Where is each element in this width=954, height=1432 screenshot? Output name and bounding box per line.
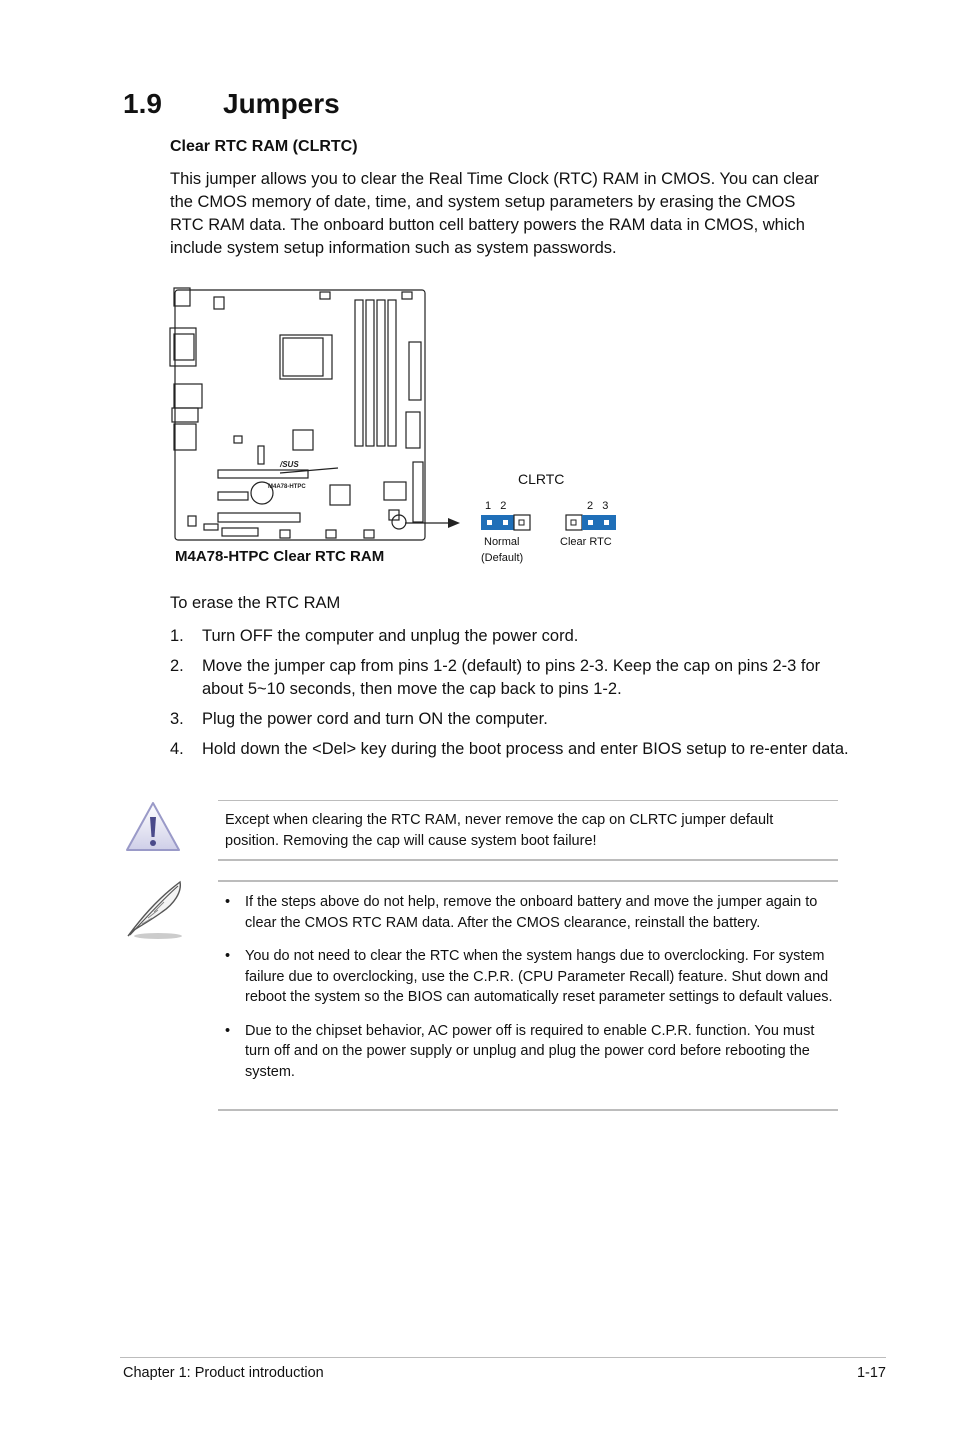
step-text: Move the jumper cap from pins 1-2 (default) to pins 2-3. Keep the cap on pins 2-3 for about 5~10 seconds, then move the cap back to pins 1-2. [202, 657, 821, 698]
step-number: 4. [170, 740, 184, 758]
caution-top-rule [218, 800, 838, 801]
jumper-pin [503, 520, 508, 525]
jumper-cap-normal [481, 515, 514, 530]
component [320, 292, 330, 299]
jumper-pin [487, 520, 492, 525]
subsection-title: Clear RTC RAM (CLRTC) [170, 138, 358, 155]
note-item [225, 946, 840, 1008]
step-item [170, 655, 850, 701]
side-connector [413, 462, 423, 522]
steps-intro: To erase the RTC RAM [170, 594, 341, 612]
component [204, 524, 218, 530]
component [188, 516, 196, 526]
step-number: 3. [170, 710, 184, 728]
jumper-pin-3-box [514, 515, 530, 530]
feather-pen-icon [122, 878, 188, 942]
dimm-slot [366, 300, 374, 446]
note-text: You do not need to clear the RTC when the system hangs due to overclocking. For system failure due to overclocking, use the C.P.R. (CPU Parameter Recall) feature. Shut down and reboot the system so the BIOS can automatically reset parameter settings to default values. [245, 948, 833, 1005]
jumper-pin [604, 520, 609, 525]
io-port [174, 384, 202, 408]
component [402, 292, 412, 299]
note-text: Due to the chipset behavior, AC power off is required to enable C.P.R. function. You must turn off and on the power supply or unplug and plug the power cord before rebooting the system. [245, 1022, 815, 1080]
component [258, 446, 264, 464]
normal-pin-numbers: 1 2 [485, 500, 507, 512]
component [280, 530, 290, 538]
brand-logo: /SUS [280, 460, 299, 469]
step-number: 2. [170, 657, 184, 675]
cpu-socket-inner [283, 338, 323, 376]
component [222, 528, 258, 536]
northbridge [293, 430, 313, 450]
section-heading [123, 88, 340, 120]
component [326, 530, 336, 538]
section-title: Jumpers [223, 88, 340, 119]
step-text: Turn OFF the computer and unplug the power cord. [202, 627, 579, 645]
dimm-slot [377, 300, 385, 446]
step-item [170, 708, 850, 731]
steps-list [170, 625, 850, 768]
chip [384, 482, 406, 500]
component [364, 530, 374, 538]
io-port [174, 424, 196, 450]
step-text: Plug the power cord and turn ON the computer. [202, 710, 548, 728]
dimm-slot [355, 300, 363, 446]
atx-power [409, 342, 421, 400]
caution-triangle-icon [124, 800, 182, 854]
notes-bottom-rule [218, 1109, 838, 1111]
section-number: 1.9 [123, 88, 162, 119]
footer-chapter: Chapter 1: Product introduction [123, 1365, 324, 1381]
step-item [170, 738, 850, 761]
caution-text: Except when clearing the RTC RAM, never remove the cap on CLRTC jumper default position. Removing the cap will cause system boot failure! [225, 812, 774, 849]
note-item [225, 1021, 840, 1083]
bullet-icon: • [225, 894, 231, 910]
bullet-icon: • [225, 948, 231, 964]
clrtc-diagram [150, 280, 650, 570]
arrow-head-icon [448, 518, 460, 528]
step-number: 1. [170, 627, 184, 645]
clear-pin-numbers: 2 3 [587, 500, 609, 512]
clear-label: Clear RTC [560, 536, 612, 548]
component [214, 297, 224, 309]
jumper-cap-clear [582, 515, 616, 530]
southbridge [330, 485, 350, 505]
step-item [170, 625, 850, 648]
note-text: If the steps above do not help, remove the onboard battery and move the jumper again to clear the CMOS RTC RAM data. After the CMOS clearance, reinstall the battery. [245, 894, 818, 931]
notes-top-rule [218, 880, 838, 882]
component [234, 436, 242, 443]
jumper-name: CLRTC [518, 471, 565, 487]
cpu-socket [280, 335, 332, 379]
diagram-caption: M4A78-HTPC Clear RTC RAM [175, 548, 385, 565]
sata-connector [406, 412, 420, 448]
board-label: M4A78-HTPC [268, 484, 306, 490]
bullet-icon: • [225, 1022, 231, 1039]
jumper-pin-1-box [566, 515, 582, 530]
notes-list [225, 892, 840, 1095]
footer-rule [120, 1357, 886, 1358]
step-text: Hold down the <Del> key during the boot process and enter BIOS setup to re-enter data. [202, 740, 849, 758]
page-number: 1-17 [856, 1365, 886, 1381]
intro-paragraph: This jumper allows you to clear the Real Time Clock (RTC) RAM in CMOS. You can clear the CMOS memory of date, time, and system setup parameters by erasing the CMOS RTC RAM data. The onboard button cell battery powers the RAM data in CMOS, which include system setup information such as system passwords. [170, 170, 819, 257]
normal-sublabel: (Default) [481, 552, 524, 564]
dimm-slot [388, 300, 396, 446]
io-port [174, 334, 194, 360]
normal-label: Normal [484, 536, 520, 548]
jumper-pin [588, 520, 593, 525]
pci-slot [218, 513, 300, 522]
caution-bottom-rule [218, 859, 838, 861]
pcie-slot [218, 492, 248, 500]
note-item [225, 892, 840, 933]
io-port [172, 408, 198, 422]
